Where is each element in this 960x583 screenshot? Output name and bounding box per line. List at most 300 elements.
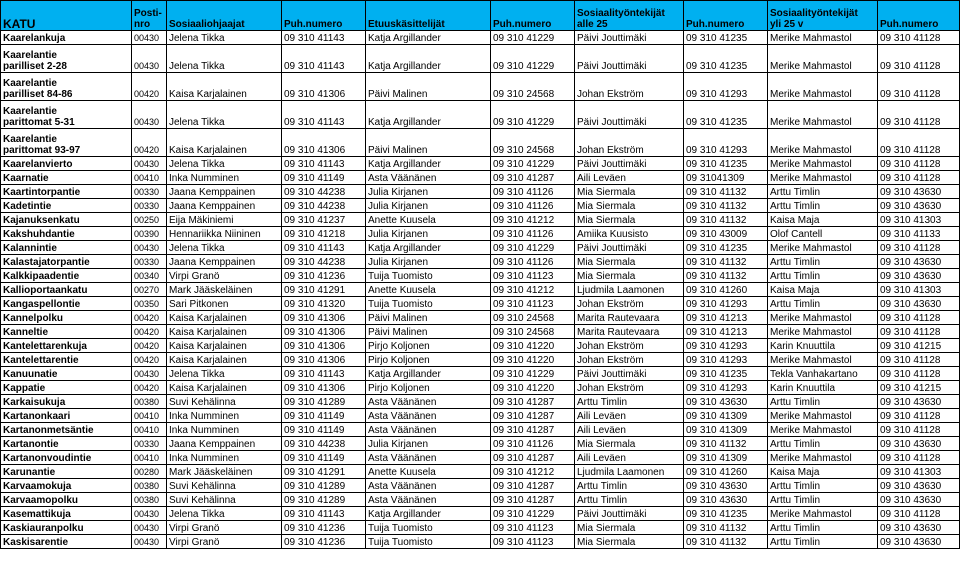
cell-katu: Kallioportaankatu	[1, 283, 132, 297]
cell-etuuskasittelija: Päivi Malinen	[366, 311, 491, 325]
table-row	[1, 381, 960, 395]
cell-sosiaaliohjaaja-phone: 09 310 41143	[282, 367, 366, 381]
cell-sosiaaliohjaaja-phone: 09 310 44238	[282, 437, 366, 451]
cell-postinro: 00430	[132, 367, 167, 381]
cell-etuuskasittelija: Tuija Tuomisto	[366, 269, 491, 283]
cell-katu: Kangaspellontie	[1, 297, 132, 311]
cell-sosiaalityontekija-alle25: Arttu Timlin	[575, 479, 684, 493]
cell-katu: Kadetintie	[1, 199, 132, 213]
cell-sosiaalityontekija-yli25-phone: 09 310 41128	[878, 311, 960, 325]
table-body	[1, 31, 960, 549]
cell-etuuskasittelija-phone: 09 310 41229	[491, 101, 575, 129]
cell-etuuskasittelija-phone: 09 310 41229	[491, 507, 575, 521]
cell-etuuskasittelija: Katja Argillander	[366, 507, 491, 521]
table-row	[1, 493, 960, 507]
table-row	[1, 157, 960, 171]
cell-sosiaaliohjaaja: Jelena Tikka	[167, 367, 282, 381]
cell-sosiaalityontekija-yli25: Kaisa Maja	[768, 213, 878, 227]
cell-sosiaaliohjaaja-phone: 09 310 41143	[282, 101, 366, 129]
cell-postinro: 00430	[132, 521, 167, 535]
cell-sosiaaliohjaaja: Jaana Kemppainen	[167, 437, 282, 451]
cell-sosiaalityontekija-alle25: Arttu Timlin	[575, 395, 684, 409]
cell-sosiaalityontekija-alle25: Mia Siermala	[575, 199, 684, 213]
cell-postinro: 00420	[132, 353, 167, 367]
header-row	[1, 1, 960, 31]
cell-sosiaaliohjaaja-phone: 09 310 41149	[282, 409, 366, 423]
cell-sosiaalityontekija-yli25-phone: 09 310 41128	[878, 171, 960, 185]
cell-sosiaalityontekija-yli25-phone: 09 310 41303	[878, 283, 960, 297]
cell-sosiaalityontekija-alle25: Päivi Jouttimäki	[575, 507, 684, 521]
cell-sosiaaliohjaaja-phone: 09 310 41143	[282, 45, 366, 73]
cell-etuuskasittelija-phone: 09 310 41123	[491, 521, 575, 535]
cell-sosiaaliohjaaja-phone: 09 310 41143	[282, 507, 366, 521]
header-sosiaalityontekija-yli25: Sosiaalityöntekijät yli 25 v	[768, 1, 878, 31]
cell-sosiaalityontekija-alle25-phone: 09 310 41235	[684, 45, 768, 73]
cell-etuuskasittelija-phone: 09 310 41229	[491, 367, 575, 381]
cell-etuuskasittelija: Katja Argillander	[366, 367, 491, 381]
cell-sosiaalityontekija-yli25-phone: 09 310 43630	[878, 199, 960, 213]
cell-sosiaalityontekija-alle25-phone: 09 310 41293	[684, 73, 768, 101]
cell-sosiaaliohjaaja: Kaisa Karjalainen	[167, 129, 282, 157]
cell-sosiaalityontekija-yli25: Merike Mahmastol	[768, 73, 878, 101]
cell-etuuskasittelija-phone: 09 310 24568	[491, 325, 575, 339]
cell-sosiaaliohjaaja-phone: 09 310 41143	[282, 31, 366, 45]
cell-katu: Kartanonmetsäntie	[1, 423, 132, 437]
table-row	[1, 451, 960, 465]
cell-sosiaaliohjaaja-phone: 09 310 44238	[282, 199, 366, 213]
cell-sosiaalityontekija-alle25: Päivi Jouttimäki	[575, 241, 684, 255]
cell-sosiaalityontekija-alle25: Aili Leväen	[575, 423, 684, 437]
cell-katu: Kaskisarentie	[1, 535, 132, 549]
cell-postinro: 00420	[132, 325, 167, 339]
cell-sosiaalityontekija-alle25: Päivi Jouttimäki	[575, 31, 684, 45]
cell-sosiaaliohjaaja-phone: 09 310 41306	[282, 339, 366, 353]
cell-sosiaaliohjaaja: Inka Numminen	[167, 171, 282, 185]
cell-sosiaalityontekija-alle25: Amiika Kuusisto	[575, 227, 684, 241]
cell-etuuskasittelija: Julia Kirjanen	[366, 185, 491, 199]
cell-sosiaalityontekija-yli25-phone: 09 310 41128	[878, 241, 960, 255]
cell-postinro: 00380	[132, 395, 167, 409]
cell-sosiaalityontekija-yli25: Merike Mahmastol	[768, 409, 878, 423]
cell-sosiaalityontekija-alle25-phone: 09 310 41132	[684, 213, 768, 227]
cell-etuuskasittelija-phone: 09 310 41229	[491, 31, 575, 45]
cell-sosiaalityontekija-alle25: Mia Siermala	[575, 185, 684, 199]
table-row	[1, 31, 960, 45]
cell-sosiaalityontekija-alle25: Mia Siermala	[575, 535, 684, 549]
cell-sosiaalityontekija-yli25-phone: 09 310 43630	[878, 185, 960, 199]
cell-sosiaalityontekija-alle25-phone: 09 310 41293	[684, 297, 768, 311]
cell-sosiaalityontekija-yli25-phone: 09 310 41128	[878, 101, 960, 129]
cell-sosiaaliohjaaja-phone: 09 310 41289	[282, 493, 366, 507]
cell-sosiaaliohjaaja: Jelena Tikka	[167, 45, 282, 73]
cell-sosiaaliohjaaja-phone: 09 310 41306	[282, 129, 366, 157]
cell-sosiaaliohjaaja-phone: 09 310 41218	[282, 227, 366, 241]
table-row	[1, 73, 960, 101]
cell-postinro: 00380	[132, 493, 167, 507]
cell-sosiaaliohjaaja-phone: 09 310 44238	[282, 185, 366, 199]
header-postinro: Posti- nro	[132, 1, 167, 31]
cell-katu: Karvaamopolku	[1, 493, 132, 507]
cell-sosiaaliohjaaja-phone: 09 310 41291	[282, 283, 366, 297]
table-row	[1, 507, 960, 521]
cell-sosiaalityontekija-alle25-phone: 09 310 41260	[684, 283, 768, 297]
cell-sosiaaliohjaaja-phone: 09 310 41149	[282, 423, 366, 437]
cell-katu: Kaarnatie	[1, 171, 132, 185]
cell-sosiaalityontekija-alle25: Päivi Jouttimäki	[575, 157, 684, 171]
cell-sosiaalityontekija-yli25: Merike Mahmastol	[768, 311, 878, 325]
cell-etuuskasittelija-phone: 09 310 41212	[491, 283, 575, 297]
cell-sosiaalityontekija-alle25: Johan Ekström	[575, 129, 684, 157]
cell-postinro: 00430	[132, 31, 167, 45]
cell-sosiaalityontekija-alle25-phone: 09 310 43009	[684, 227, 768, 241]
cell-postinro: 00330	[132, 437, 167, 451]
cell-sosiaalityontekija-yli25-phone: 09 310 41303	[878, 213, 960, 227]
cell-sosiaaliohjaaja: Sari Pitkonen	[167, 297, 282, 311]
cell-sosiaaliohjaaja: Suvi Kehälinna	[167, 493, 282, 507]
table-row	[1, 297, 960, 311]
header-katu: KATU	[1, 1, 132, 31]
cell-etuuskasittelija-phone: 09 310 41220	[491, 353, 575, 367]
cell-etuuskasittelija-phone: 09 310 41126	[491, 199, 575, 213]
cell-katu: Karvaamokuja	[1, 479, 132, 493]
cell-sosiaalityontekija-alle25-phone: 09 310 41235	[684, 31, 768, 45]
cell-sosiaalityontekija-yli25: Arttu Timlin	[768, 521, 878, 535]
cell-sosiaalityontekija-yli25-phone: 09 310 41215	[878, 381, 960, 395]
cell-sosiaalityontekija-alle25: Johan Ekström	[575, 339, 684, 353]
cell-etuuskasittelija: Julia Kirjanen	[366, 437, 491, 451]
cell-etuuskasittelija-phone: 09 310 41229	[491, 241, 575, 255]
table-row	[1, 45, 960, 73]
cell-katu: Kalastajatorpantie	[1, 255, 132, 269]
cell-etuuskasittelija: Asta Väänänen	[366, 171, 491, 185]
cell-sosiaalityontekija-yli25-phone: 09 310 41303	[878, 465, 960, 479]
cell-sosiaaliohjaaja-phone: 09 310 41236	[282, 521, 366, 535]
table-row	[1, 521, 960, 535]
cell-etuuskasittelija-phone: 09 310 41126	[491, 227, 575, 241]
cell-sosiaaliohjaaja-phone: 09 310 41236	[282, 269, 366, 283]
cell-sosiaaliohjaaja: Kaisa Karjalainen	[167, 73, 282, 101]
cell-postinro: 00410	[132, 171, 167, 185]
cell-katu: Kaarelantie parittomat 5-31	[1, 101, 132, 129]
cell-etuuskasittelija-phone: 09 310 24568	[491, 73, 575, 101]
cell-postinro: 00250	[132, 213, 167, 227]
cell-sosiaalityontekija-yli25: Merike Mahmastol	[768, 353, 878, 367]
header-sosiaalityontekija-alle25: Sosiaalityöntekijät alle 25	[575, 1, 684, 31]
cell-sosiaalityontekija-alle25-phone: 09 310 41132	[684, 535, 768, 549]
cell-etuuskasittelija: Pirjo Koljonen	[366, 339, 491, 353]
cell-sosiaalityontekija-yli25-phone: 09 310 43630	[878, 437, 960, 451]
table-row	[1, 199, 960, 213]
cell-postinro: 00430	[132, 157, 167, 171]
table-row	[1, 227, 960, 241]
cell-katu: Kasemattikuja	[1, 507, 132, 521]
table-row	[1, 395, 960, 409]
cell-sosiaalityontekija-yli25-phone: 09 310 43630	[878, 535, 960, 549]
cell-postinro: 00420	[132, 381, 167, 395]
cell-sosiaalityontekija-yli25: Arttu Timlin	[768, 535, 878, 549]
cell-etuuskasittelija-phone: 09 310 41229	[491, 45, 575, 73]
cell-etuuskasittelija-phone: 09 310 41287	[491, 395, 575, 409]
cell-etuuskasittelija: Tuija Tuomisto	[366, 535, 491, 549]
cell-sosiaalityontekija-alle25-phone: 09 310 41235	[684, 367, 768, 381]
cell-katu: Kanuunatie	[1, 367, 132, 381]
cell-sosiaaliohjaaja: Virpi Granö	[167, 269, 282, 283]
cell-etuuskasittelija: Tuija Tuomisto	[366, 521, 491, 535]
cell-sosiaalityontekija-alle25: Mia Siermala	[575, 437, 684, 451]
cell-etuuskasittelija-phone: 09 310 41126	[491, 185, 575, 199]
cell-sosiaaliohjaaja-phone: 09 310 41149	[282, 171, 366, 185]
cell-sosiaaliohjaaja: Kaisa Karjalainen	[167, 353, 282, 367]
cell-sosiaaliohjaaja: Jaana Kemppainen	[167, 185, 282, 199]
header-sosiaalityontekija-alle25-phone: Puh.numero	[684, 1, 768, 31]
cell-etuuskasittelija: Päivi Malinen	[366, 325, 491, 339]
cell-sosiaalityontekija-yli25: Arttu Timlin	[768, 199, 878, 213]
cell-etuuskasittelija-phone: 09 310 41220	[491, 339, 575, 353]
cell-sosiaalityontekija-yli25: Merike Mahmastol	[768, 325, 878, 339]
cell-etuuskasittelija: Asta Väänänen	[366, 451, 491, 465]
cell-katu: Kartanonkaari	[1, 409, 132, 423]
cell-sosiaaliohjaaja: Jelena Tikka	[167, 101, 282, 129]
cell-postinro: 00430	[132, 241, 167, 255]
cell-sosiaalityontekija-yli25: Merike Mahmastol	[768, 101, 878, 129]
cell-sosiaaliohjaaja: Jelena Tikka	[167, 241, 282, 255]
cell-etuuskasittelija-phone: 09 310 41287	[491, 409, 575, 423]
cell-etuuskasittelija: Julia Kirjanen	[366, 199, 491, 213]
cell-sosiaaliohjaaja-phone: 09 310 41306	[282, 325, 366, 339]
cell-sosiaalityontekija-yli25-phone: 09 310 41128	[878, 367, 960, 381]
cell-sosiaaliohjaaja: Jaana Kemppainen	[167, 199, 282, 213]
cell-sosiaalityontekija-yli25: Merike Mahmastol	[768, 171, 878, 185]
cell-sosiaalityontekija-yli25: Arttu Timlin	[768, 437, 878, 451]
cell-sosiaalityontekija-yli25: Arttu Timlin	[768, 479, 878, 493]
cell-sosiaalityontekija-alle25: Aili Leväen	[575, 451, 684, 465]
table-row	[1, 311, 960, 325]
cell-katu: Kaarelanvierto	[1, 157, 132, 171]
cell-etuuskasittelija: Pirjo Koljonen	[366, 381, 491, 395]
cell-katu: Kannelpolku	[1, 311, 132, 325]
cell-etuuskasittelija: Anette Kuusela	[366, 283, 491, 297]
cell-sosiaalityontekija-alle25-phone: 09 310 41293	[684, 339, 768, 353]
cell-sosiaalityontekija-yli25: Merike Mahmastol	[768, 157, 878, 171]
cell-sosiaalityontekija-alle25-phone: 09 310 41235	[684, 157, 768, 171]
cell-sosiaalityontekija-yli25-phone: 09 310 43630	[878, 269, 960, 283]
cell-sosiaalityontekija-yli25: Merike Mahmastol	[768, 129, 878, 157]
cell-sosiaaliohjaaja-phone: 09 310 41143	[282, 157, 366, 171]
cell-sosiaaliohjaaja: Mark Jääskeläinen	[167, 465, 282, 479]
cell-postinro: 00430	[132, 507, 167, 521]
cell-sosiaaliohjaaja-phone: 09 310 41236	[282, 535, 366, 549]
cell-sosiaalityontekija-yli25-phone: 09 310 41128	[878, 409, 960, 423]
cell-sosiaaliohjaaja: Inka Numminen	[167, 423, 282, 437]
cell-etuuskasittelija: Päivi Malinen	[366, 129, 491, 157]
cell-sosiaaliohjaaja-phone: 09 310 41143	[282, 241, 366, 255]
cell-katu: Kajanuksenkatu	[1, 213, 132, 227]
cell-sosiaaliohjaaja-phone: 09 310 41289	[282, 395, 366, 409]
cell-sosiaalityontekija-alle25-phone: 09 310 41213	[684, 325, 768, 339]
table-row	[1, 409, 960, 423]
cell-etuuskasittelija-phone: 09 310 41123	[491, 535, 575, 549]
table-row	[1, 465, 960, 479]
cell-sosiaaliohjaaja-phone: 09 310 41306	[282, 353, 366, 367]
table-row	[1, 535, 960, 549]
cell-sosiaaliohjaaja: Virpi Granö	[167, 535, 282, 549]
cell-katu: Kantelettarentie	[1, 353, 132, 367]
cell-etuuskasittelija: Asta Väänänen	[366, 395, 491, 409]
cell-katu: Kaarelankuja	[1, 31, 132, 45]
cell-sosiaalityontekija-alle25: Aili Leväen	[575, 409, 684, 423]
cell-sosiaalityontekija-yli25-phone: 09 310 41128	[878, 423, 960, 437]
cell-sosiaalityontekija-yli25-phone: 09 310 41128	[878, 353, 960, 367]
cell-sosiaalityontekija-alle25-phone: 09 310 41260	[684, 465, 768, 479]
table-row	[1, 269, 960, 283]
cell-sosiaalityontekija-alle25: Arttu Timlin	[575, 493, 684, 507]
cell-sosiaalityontekija-alle25-phone: 09 310 41293	[684, 129, 768, 157]
cell-katu: Kantelettarenkuja	[1, 339, 132, 353]
cell-katu: Karkaisukuja	[1, 395, 132, 409]
cell-etuuskasittelija: Asta Väänänen	[366, 423, 491, 437]
cell-sosiaalityontekija-alle25-phone: 09 310 43630	[684, 395, 768, 409]
cell-sosiaalityontekija-alle25: Päivi Jouttimäki	[575, 101, 684, 129]
table-row	[1, 367, 960, 381]
table-row	[1, 353, 960, 367]
cell-etuuskasittelija-phone: 09 310 41287	[491, 479, 575, 493]
cell-etuuskasittelija-phone: 09 310 24568	[491, 129, 575, 157]
cell-katu: Karunantie	[1, 465, 132, 479]
cell-etuuskasittelija: Julia Kirjanen	[366, 227, 491, 241]
cell-sosiaalityontekija-alle25-phone: 09 310 41309	[684, 451, 768, 465]
cell-etuuskasittelija: Anette Kuusela	[366, 213, 491, 227]
cell-etuuskasittelija: Julia Kirjanen	[366, 255, 491, 269]
cell-sosiaalityontekija-yli25-phone: 09 310 41128	[878, 129, 960, 157]
cell-etuuskasittelija: Asta Väänänen	[366, 409, 491, 423]
cell-postinro: 00390	[132, 227, 167, 241]
cell-sosiaalityontekija-yli25: Tekla Vanhakartano	[768, 367, 878, 381]
cell-sosiaalityontekija-yli25-phone: 09 310 43630	[878, 493, 960, 507]
table-row	[1, 283, 960, 297]
cell-sosiaalityontekija-yli25-phone: 09 310 41128	[878, 157, 960, 171]
cell-postinro: 00330	[132, 185, 167, 199]
cell-sosiaalityontekija-alle25-phone: 09 310 41132	[684, 199, 768, 213]
cell-katu: Kakshuhdantie	[1, 227, 132, 241]
cell-sosiaalityontekija-alle25-phone: 09 310 41235	[684, 241, 768, 255]
table-row	[1, 325, 960, 339]
cell-postinro: 00330	[132, 199, 167, 213]
cell-postinro: 00330	[132, 255, 167, 269]
cell-etuuskasittelija-phone: 09 310 41126	[491, 255, 575, 269]
cell-katu: Kaartintorpantie	[1, 185, 132, 199]
cell-etuuskasittelija: Asta Väänänen	[366, 493, 491, 507]
cell-sosiaalityontekija-yli25-phone: 09 310 43630	[878, 395, 960, 409]
cell-sosiaalityontekija-alle25-phone: 09 310 41213	[684, 311, 768, 325]
cell-etuuskasittelija-phone: 09 310 41123	[491, 269, 575, 283]
cell-sosiaalityontekija-alle25-phone: 09 310 41132	[684, 255, 768, 269]
cell-sosiaalityontekija-yli25: Karin Knuuttila	[768, 339, 878, 353]
cell-sosiaalityontekija-yli25: Merike Mahmastol	[768, 31, 878, 45]
cell-etuuskasittelija-phone: 09 310 41212	[491, 213, 575, 227]
cell-sosiaalityontekija-yli25: Merike Mahmastol	[768, 241, 878, 255]
cell-etuuskasittelija-phone: 09 310 41220	[491, 381, 575, 395]
cell-sosiaaliohjaaja: Jelena Tikka	[167, 507, 282, 521]
cell-sosiaaliohjaaja: Eija Mäkiniemi	[167, 213, 282, 227]
cell-sosiaalityontekija-yli25: Kaisa Maja	[768, 465, 878, 479]
cell-sosiaalityontekija-alle25-phone: 09 310 43630	[684, 479, 768, 493]
cell-sosiaalityontekija-alle25-phone: 09 310 43630	[684, 493, 768, 507]
header-sosiaaliohjaaja-phone: Puh.numero	[282, 1, 366, 31]
cell-sosiaalityontekija-alle25-phone: 09 310 41293	[684, 353, 768, 367]
cell-sosiaalityontekija-alle25-phone: 09 310 41309	[684, 409, 768, 423]
cell-katu: Kalkkipaadentie	[1, 269, 132, 283]
header-etuuskasittelija: Etuuskäsittelijät	[366, 1, 491, 31]
cell-sosiaaliohjaaja: Hennariikka Niininen	[167, 227, 282, 241]
cell-etuuskasittelija: Tuija Tuomisto	[366, 297, 491, 311]
cell-katu: Kaarelantie parilliset 84-86	[1, 73, 132, 101]
cell-sosiaalityontekija-yli25: Kaisa Maja	[768, 283, 878, 297]
cell-sosiaalityontekija-yli25-phone: 09 310 41128	[878, 325, 960, 339]
table-row	[1, 241, 960, 255]
cell-etuuskasittelija: Pirjo Koljonen	[366, 353, 491, 367]
cell-sosiaaliohjaaja: Virpi Granö	[167, 521, 282, 535]
cell-katu: Kartanontie	[1, 437, 132, 451]
cell-postinro: 00430	[132, 535, 167, 549]
cell-sosiaaliohjaaja-phone: 09 310 44238	[282, 255, 366, 269]
cell-sosiaalityontekija-alle25-phone: 09 310 41132	[684, 185, 768, 199]
cell-postinro: 00280	[132, 465, 167, 479]
cell-sosiaaliohjaaja: Jelena Tikka	[167, 157, 282, 171]
table-row	[1, 213, 960, 227]
cell-sosiaalityontekija-alle25: Johan Ekström	[575, 73, 684, 101]
header-sosiaaliohjaaja: Sosiaaliohjaajat	[167, 1, 282, 31]
cell-sosiaalityontekija-alle25: Ljudmila Laamonen	[575, 465, 684, 479]
cell-sosiaaliohjaaja: Suvi Kehälinna	[167, 395, 282, 409]
cell-sosiaalityontekija-alle25: Mia Siermala	[575, 269, 684, 283]
cell-postinro: 00420	[132, 311, 167, 325]
table-row	[1, 479, 960, 493]
cell-sosiaalityontekija-alle25: Marita Rautevaara	[575, 325, 684, 339]
cell-sosiaalityontekija-yli25: Merike Mahmastol	[768, 423, 878, 437]
cell-sosiaalityontekija-alle25: Mia Siermala	[575, 255, 684, 269]
cell-postinro: 00380	[132, 479, 167, 493]
cell-sosiaalityontekija-yli25: Olof Cantell	[768, 227, 878, 241]
cell-postinro: 00350	[132, 297, 167, 311]
cell-sosiaalityontekija-alle25-phone: 09 310 41132	[684, 437, 768, 451]
cell-sosiaaliohjaaja: Suvi Kehälinna	[167, 479, 282, 493]
cell-sosiaalityontekija-yli25: Arttu Timlin	[768, 269, 878, 283]
cell-katu: Kanneltie	[1, 325, 132, 339]
cell-sosiaalityontekija-yli25-phone: 09 310 41128	[878, 73, 960, 101]
cell-katu: Kartanonvoudintie	[1, 451, 132, 465]
cell-sosiaalityontekija-alle25-phone: 09 31041309	[684, 171, 768, 185]
cell-sosiaalityontekija-alle25: Johan Ekström	[575, 297, 684, 311]
cell-etuuskasittelija-phone: 09 310 41287	[491, 451, 575, 465]
cell-etuuskasittelija-phone: 09 310 41212	[491, 465, 575, 479]
cell-etuuskasittelija: Katja Argillander	[366, 101, 491, 129]
table-row	[1, 101, 960, 129]
cell-katu: Kaarelantie parittomat 93-97	[1, 129, 132, 157]
cell-etuuskasittelija-phone: 09 310 41123	[491, 297, 575, 311]
cell-etuuskasittelija-phone: 09 310 41287	[491, 493, 575, 507]
cell-sosiaalityontekija-alle25-phone: 09 310 41235	[684, 507, 768, 521]
cell-postinro: 00420	[132, 73, 167, 101]
cell-sosiaaliohjaaja-phone: 09 310 41320	[282, 297, 366, 311]
cell-sosiaalityontekija-yli25-phone: 09 310 41128	[878, 507, 960, 521]
cell-etuuskasittelija-phone: 09 310 41287	[491, 171, 575, 185]
cell-sosiaalityontekija-alle25: Johan Ekström	[575, 353, 684, 367]
cell-sosiaalityontekija-alle25: Mia Siermala	[575, 521, 684, 535]
cell-postinro: 00410	[132, 451, 167, 465]
cell-sosiaalityontekija-yli25: Arttu Timlin	[768, 255, 878, 269]
cell-sosiaaliohjaaja-phone: 09 310 41149	[282, 451, 366, 465]
cell-sosiaalityontekija-yli25: Merike Mahmastol	[768, 451, 878, 465]
